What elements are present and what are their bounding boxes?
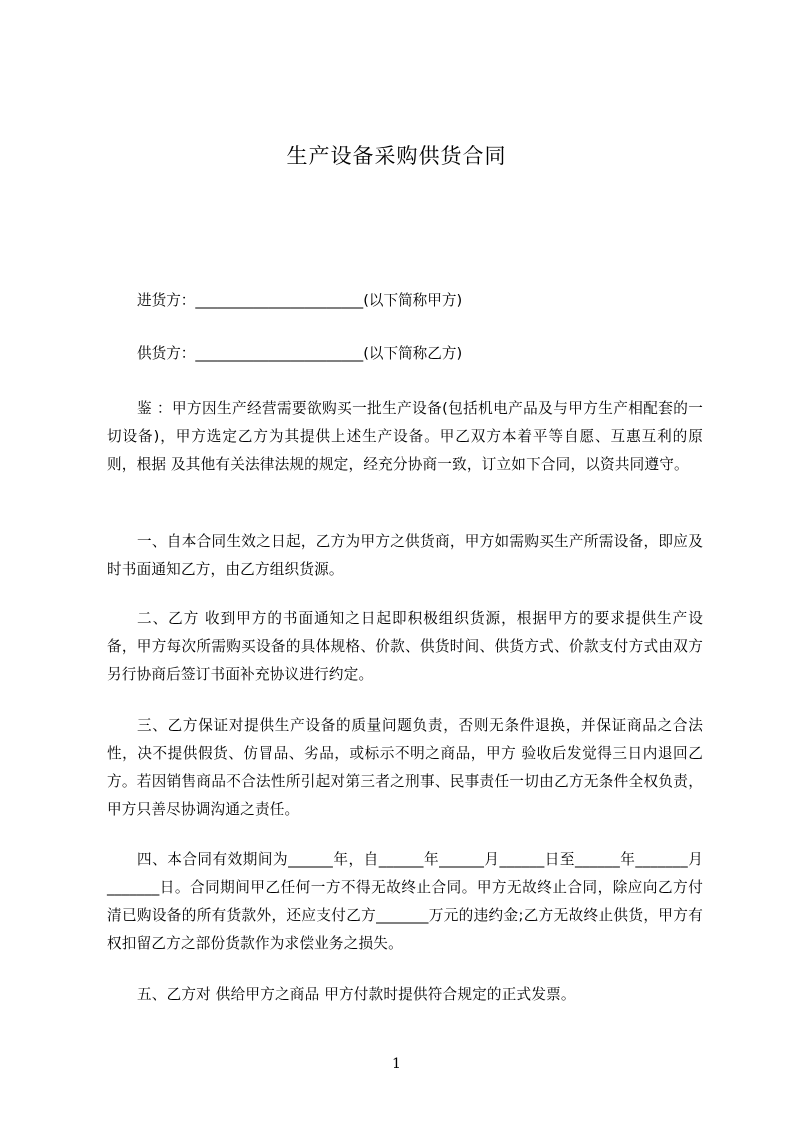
preamble-paragraph: 鉴 ：甲方因生产经营需要欲购买一批生产设备(包括机电产品及与甲方生产相配套的一切设备)，甲方选定乙方为其提供上述生产设备。甲乙双方本着平等自愿、互惠互利的原则，根据 及其他有关法律法规的规定，经充分协商一致，订立如下合同，以资共同遵守。 [107,400,703,473]
clause-3: 三、乙方保证对提供生产设备的质量问题负责，否则无条件退换，并保证商品之合法性，决不提供假货、仿冒品、劣品，或标示不明之商品，甲方 验收后发觉得三日内退回乙方。若因销售商品不合法性所引起对第三者之刑事、民事责任一切由乙方无条件全权负责，甲方只善尽协调沟通之责任。 [107,717,703,818]
page-number: 1 [392,1056,401,1072]
clause-4: 四、本合同有效期间为______年，自______年______月______日至______年_______月_______日。合同期间甲乙任何一方不得无故终止合同。甲方无故终止合同，除应向乙方付清已购设备的所有货款外，还应支付乙方_______万元的违约金;乙方无故终止供货，甲方有权扣留乙方之部份货款作为求偿业务之损失。 [107,851,703,952]
clause-1: 一、自本合同生效之日起，乙方为甲方之供货商，甲方如需购买生产所需设备，即应及时书面通知乙方，由乙方组织货源。 [107,533,703,578]
document-title: 生产设备采购供货合同 [286,144,507,168]
clause-5: 五、乙方对 供给甲方之商品 甲方付款时提供符合规定的正式发票。 [137,986,576,1003]
clause-2: 二、乙方 收到甲方的书面通知之日起即积极组织货源，根据甲方的要求提供生产设备，甲方每次所需购买设备的具体规格、价款、供货时间、供货方式、价款支付方式由双方另行协商后签订书面补充协议进行约定。 [107,610,703,683]
buyer-line: 进货方：_______________________(以下简称甲方) [137,292,463,309]
supplier-line: 供货方：_______________________(以下简称乙方) [137,345,463,362]
